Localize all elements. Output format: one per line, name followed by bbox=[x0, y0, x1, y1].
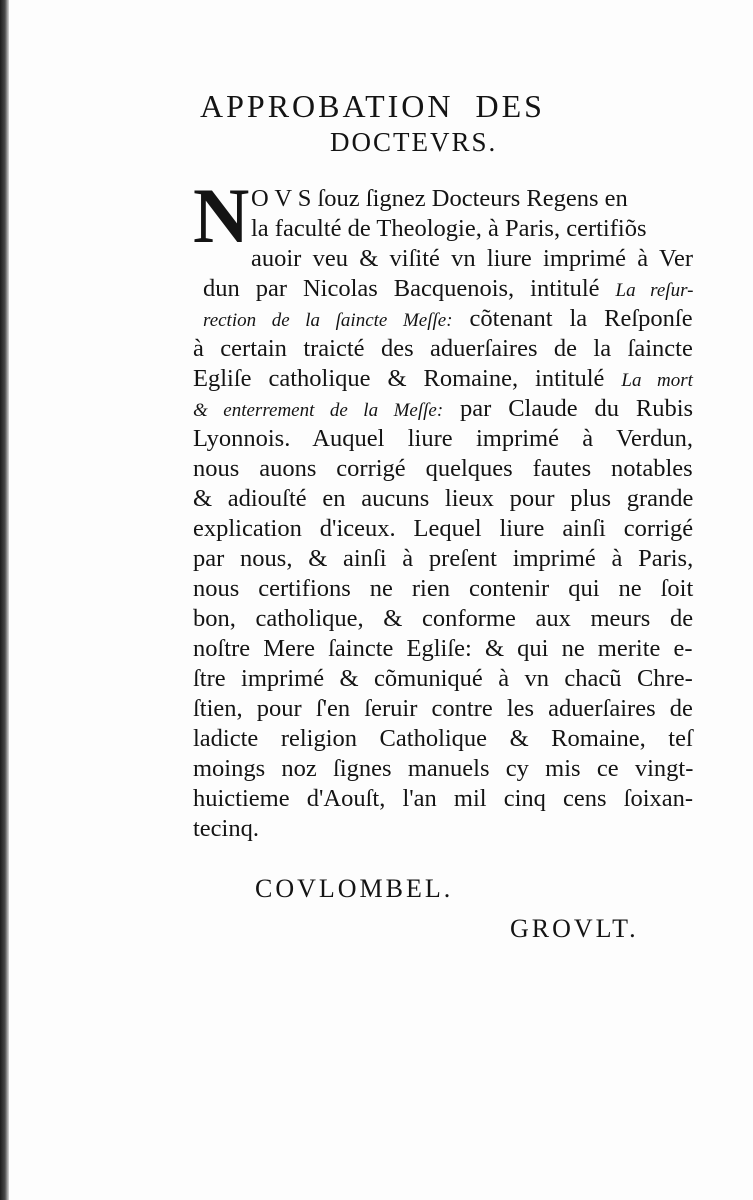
text-line bbox=[193, 454, 693, 484]
text-line bbox=[193, 724, 693, 754]
text-line bbox=[193, 544, 693, 574]
text-line bbox=[203, 274, 693, 304]
italic-title: & enterrement de la Meſſe: bbox=[193, 400, 444, 421]
text-line bbox=[193, 634, 693, 664]
text-run: la faculté de Theologie, à Paris, certifiõs bbox=[251, 215, 647, 242]
text-run: noſtre Mere ſaincte Egliſe: & qui ne merite e- bbox=[193, 635, 693, 662]
text-line bbox=[193, 814, 259, 844]
text-run: moings noz ſignes manuels cy mis ce vingt- bbox=[193, 755, 694, 782]
heading-line-2: DOCTEVRS. bbox=[330, 127, 498, 157]
text-run: ſtien, pour ſ'en ſeruir contre les aduerſaires de bbox=[193, 695, 693, 722]
heading-line-1: APPROBATION DES bbox=[200, 88, 545, 124]
italic-title: La reſur- bbox=[615, 280, 694, 301]
text-line bbox=[193, 694, 693, 724]
text-line bbox=[193, 574, 693, 604]
text-line bbox=[251, 214, 646, 244]
text-line bbox=[193, 514, 693, 544]
text-run: par nous, & ainſi à preſent imprimé à Paris, bbox=[193, 545, 694, 572]
text-run: & adiouſté en aucuns lieux pour plus grande bbox=[193, 485, 694, 512]
italic-title: rection de la ſaincte Meſſe: bbox=[203, 310, 453, 331]
text-run: à certain traicté des aduerſaires de la ſaincte bbox=[193, 335, 693, 362]
text-line bbox=[251, 244, 693, 274]
text-run: O V S ſouz ſignez Docteurs Regens en bbox=[251, 185, 628, 212]
text-line bbox=[193, 484, 693, 514]
text-line bbox=[193, 364, 693, 394]
text-run: huictieme d'Aouſt, l'an mil cinq cens ſoixan- bbox=[193, 785, 694, 812]
drop-cap: N bbox=[193, 172, 250, 259]
text-line bbox=[193, 664, 693, 694]
text-run: tecinq. bbox=[193, 815, 259, 842]
text-run: par Claude du Rubis bbox=[443, 395, 694, 422]
text-run: ladicte religion Catholique & Romaine, teſ bbox=[193, 725, 693, 752]
page-gutter-edge bbox=[0, 0, 9, 1200]
text-line bbox=[193, 334, 693, 364]
text-line bbox=[203, 304, 693, 334]
signature-coulombel: COVLOMBEL. bbox=[255, 874, 454, 903]
text-line bbox=[193, 754, 693, 784]
text-run: explication d'iceux. Lequel liure ainſi corrigé bbox=[193, 515, 694, 542]
text-run: dun par Nicolas Bacquenois, intitulé bbox=[203, 275, 616, 302]
signature-groult: GROVLT. bbox=[510, 914, 639, 943]
text-run: nous auons corrigé quelques fautes notables bbox=[193, 455, 693, 482]
text-line bbox=[193, 784, 693, 814]
text-line bbox=[193, 394, 693, 424]
text-run: nous certifions ne rien contenir qui ne ſoit bbox=[193, 575, 694, 602]
text-line bbox=[251, 184, 628, 214]
text-run: Egliſe catholique & Romaine, intitulé bbox=[193, 365, 622, 392]
text-run: ſtre imprimé & cõmuniqué à vn chacũ Chre- bbox=[193, 665, 693, 692]
text-run: auoir veu & viſité vn liure imprimé à Ver bbox=[251, 245, 693, 272]
text-run: cõtenant la Reſponſe bbox=[452, 305, 693, 332]
italic-title: La mort bbox=[621, 370, 693, 391]
text-line bbox=[193, 604, 693, 634]
text-run: Lyonnois. Auquel liure imprimé à Verdun, bbox=[193, 425, 693, 452]
text-run: bon, catholique, & conforme aux meurs de bbox=[193, 605, 694, 632]
text-line bbox=[193, 424, 693, 454]
